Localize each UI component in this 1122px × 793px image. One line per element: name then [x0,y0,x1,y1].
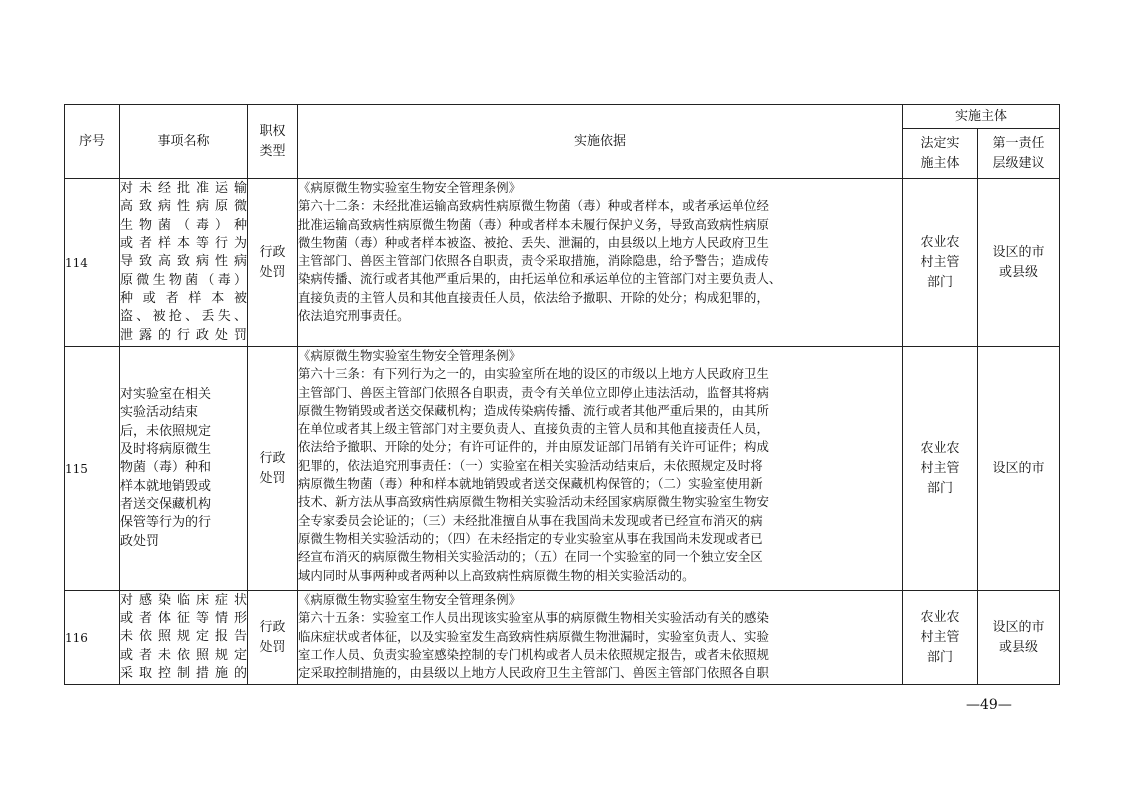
row-type-text: 行政 处罚 [259,244,286,280]
basis-line: 病原微生物菌（毒）种和样本就地销毁或者送交保藏机构保管的；（二）实验室使用新 [298,476,763,492]
name-line: 或者体征等情形 [120,611,247,627]
header-first-level [978,129,1060,179]
basis-line: 依法给予撤职、开除的处分；有许可证件的，并由原发证部门吊销有关许可证件；构成 [298,439,769,455]
header-type [248,105,298,179]
table-row [65,179,1060,347]
row-legal-subject [903,179,978,347]
row-type-text: 行政 处罚 [259,619,286,655]
row-type [248,591,298,685]
basis-line: 微生物菌（毒）种或者样本被盗、被抢、丢失、泄漏的，由县级以上地方人民政府卫生 [298,234,769,250]
basis-line: 临床症状或者体征，以及实验室发生高致病性病原微生物泄漏时，实验室负责人、实验 [298,628,769,644]
row-first-level-text: 设区的市 或县级 [992,244,1045,280]
name-line: 未依照规定报告 [120,629,247,645]
row-no: 116 [65,591,120,685]
name-line: 政处罚 [120,533,160,549]
name-line: 种或者样本被 [120,290,247,306]
basis-line: 批准运输高致病性病原微生物菌（毒）种或者样本未履行保护义务，导致高致病性病原 [298,216,769,232]
name-line: 高致病性病原微 [120,199,247,215]
row-name [120,179,248,347]
name-line: 及时将病原微生 [120,442,212,458]
name-line: 对未经批准运输 [120,181,247,197]
name-line: 或者样本等行为 [120,236,247,252]
header-no: 序号 [65,105,120,179]
name-line: 后，未依照规定 [120,423,212,439]
basis-line: 《病原微生物实验室生物安全管理条例》 [298,592,522,607]
row-no: 115 [65,347,120,591]
basis-line: 犯罪的，依法追究刑事责任：（一）实验室在相关实验活动结束后，未依照规定及时将 [298,457,763,473]
basis-line: 经宣布消灭的病原微生物相关实验活动的；（五）在同一个实验室的同一个独立安全区 [298,549,763,565]
header-legal-subject-text: 法定实 施主体 [920,135,960,171]
row-legal-subject-text: 农业农 村主管 部门 [920,234,960,290]
name-line: 盗、被抢、丢失、 [120,309,247,325]
basis-line: 主管部门、兽医主管部门依照各自职责，责令采取措施，消除隐患，给予警告；造成传 [298,253,769,269]
enforcement-table [64,104,1060,685]
basis-line: 在单位或者其上级主管部门对主要负责人、直接负责的主管人员和其他直接责任人员， [298,421,769,437]
table-row [65,591,1060,685]
name-line: 实验活动结束 [120,405,199,421]
row-legal-subject [903,591,978,685]
row-first-level-text: 设区的市 或县级 [992,619,1045,655]
basis-line: 第六十三条：有下列行为之一的，由实验室所在地的设区的市级以上地方人民政府卫生 [298,366,769,382]
row-basis [298,347,903,591]
row-basis [298,179,903,347]
table-row [65,347,1060,591]
row-legal-subject [903,347,978,591]
basis-line: 技术、新方法从事高致病性病原微生物相关实验活动未经国家病原微生物实验室生物安 [298,494,769,510]
header-name: 事项名称 [120,105,248,179]
basis-line: 原微生物相关实验活动的；（四）在未经指定的专业实验室从事在我国尚未发现或者已 [298,530,763,546]
header-legal-subject [903,129,978,179]
basis-line: 直接负责的主管人员和其他直接责任人员，依法给予撤职、开除的处分；构成犯罪的， [298,289,769,305]
row-first-level [978,179,1060,347]
row-first-level [978,347,1060,591]
row-no: 114 [65,179,120,347]
basis-line: 室工作人员、负责实验室感染控制的专门机构或者人员未依照规定报告，或者未依照规 [298,646,769,662]
row-legal-subject-text: 农业农 村主管 部门 [920,440,960,496]
basis-line: 域内同时从事两种或者两种以上高致病性病原微生物的相关实验活动的。 [298,567,695,583]
basis-line: 《病原微生物实验室生物安全管理条例》 [298,180,522,195]
name-line: 泄露的行政处罚 [120,327,247,343]
name-line: 采取控制措施的 [120,665,247,681]
name-line: 或者未依照规定 [120,647,247,663]
name-line: 物菌（毒）种和 [120,460,212,476]
basis-line: 第六十二条：未经批准运输高致病性病原微生物菌（毒）种或者样本，或者承运单位经 [298,198,769,214]
basis-line: 主管部门、兽医主管部门依照各自职责，责令有关单位立即停止违法活动，监督其将病 [298,384,769,400]
row-legal-subject-text: 农业农 村主管 部门 [920,609,960,665]
name-line: 原微生物菌（毒） [120,272,247,288]
row-first-level [978,591,1060,685]
row-name [120,347,248,591]
basis-line: 定采取控制措施的，由县级以上地方人民政府卫生主管部门、兽医主管部门依照各自职 [298,665,769,681]
header-subject: 实施主体 [903,105,1060,129]
basis-line: 第六十五条：实验室工作人员出现该实验室从事的病原微生物相关实验活动有关的感染 [298,610,769,626]
header-basis: 实施依据 [298,105,903,179]
basis-line: 原微生物销毁或者送交保藏机构；造成传染病传播、流行或者其他严重后果的，由其所 [298,402,769,418]
row-type [248,347,298,591]
basis-line: 全专家委员会论证的；（三）未经批准擅自从事在我国尚未发现或者已经宣布消灭的病 [298,512,763,528]
row-basis [298,591,903,685]
name-line: 对实验室在相关 [120,387,212,403]
row-type [248,179,298,347]
row-name [120,591,248,685]
name-line: 保管等行为的行 [120,515,212,531]
basis-line: 依法追究刑事责任。 [298,308,410,324]
header-type-text: 职权 类型 [259,123,286,159]
row-first-level-text: 设区的市 [992,460,1045,476]
name-line: 对感染临床症状 [120,592,247,608]
page-number: —49— [966,697,1012,713]
name-line: 生物菌（毒）种 [120,217,247,233]
name-line: 导致高致病性病 [120,254,247,270]
name-line: 者送交保藏机构 [120,496,212,512]
name-line: 样本就地销毁或 [120,478,212,494]
header-first-level-text: 第一责任 层级建议 [992,135,1045,171]
basis-line: 《病原微生物实验室生物安全管理条例》 [298,348,522,363]
row-type-text: 行政 处罚 [259,450,286,486]
basis-line: 染病传播、流行或者其他严重后果的，由托运单位和承运单位的主管部门对主要负责人、 [298,271,782,287]
